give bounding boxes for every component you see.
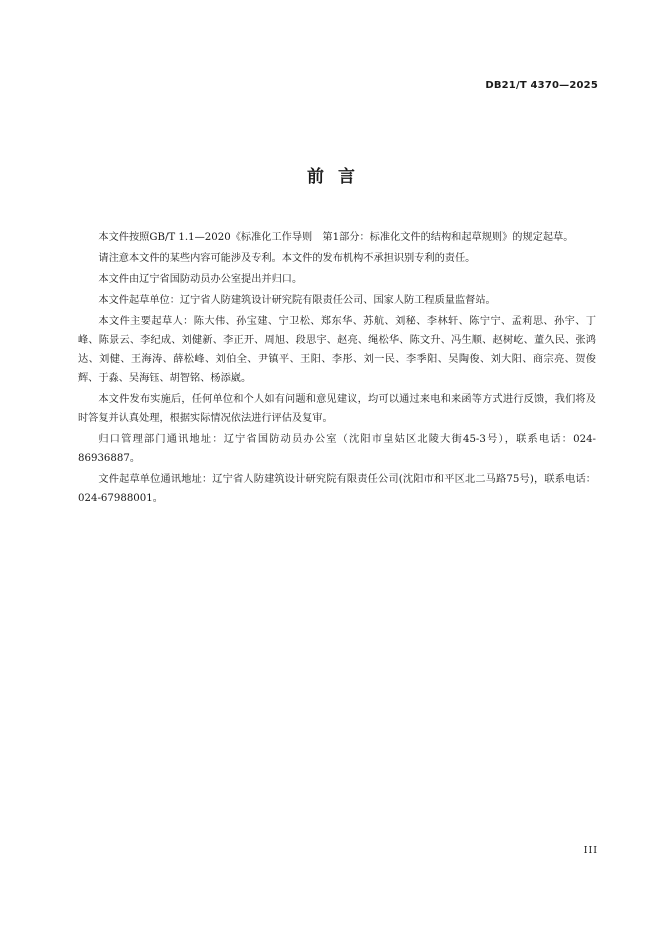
- foreword-body: [78, 228, 596, 510]
- paragraph-admin-address: 归口管理部门通讯地址：辽宁省国防动员办公室（沈阳市皇姑区北陵大街45-3号），联系电话：024-86936887。: [78, 434, 596, 464]
- paragraph-patent-notice: 请注意本文件的某些内容可能涉及专利。本文件的发布机构不承担识别专利的责任。: [98, 253, 476, 264]
- document-code: DB21/T 4370—2025: [485, 80, 598, 91]
- paragraph-drafter-address: 文件起草单位通讯地址：辽宁省人防建筑设计研究院有限责任公司(沈阳市和平区北二马路75号)，联系电话：024-67988001。: [78, 474, 596, 504]
- paragraph-feedback: 本文件发布实施后，任何单位和个人如有问题和意见建议，均可以通过来电和来函等方式进行反馈，我们将及时答复并认真处理，根据实际情况依法进行评估及复审。: [78, 394, 596, 424]
- paragraph-drafters: 本文件主要起草人：陈大伟、孙宝建、宁卫松、郑东华、苏航、刘秘、李林轩、陈宁宁、孟莉思、孙宇、丁峰、陈景云、李纪成、刘健新、李正开、周旭、段思宇、赵亮、绳松华、陈文升、冯生顺、赵树屹、董久民、张鸿达、刘健、王海涛、薛松峰、刘伯全、尹镇平、王阳、李彤、刘一民、李季阳、吴陶俊、刘大阳、商宗亮、贺俊辉、于淼、吴海钰、胡智铭、杨添崴。: [78, 316, 596, 384]
- page-title: 前言: [307, 167, 369, 187]
- paragraph-drafting-units: 本文件起草单位：辽宁省人防建筑设计研究院有限责任公司、国家人防工程质量监督站。: [98, 295, 496, 306]
- paragraph-proposer: 本文件由辽宁省国防动员办公室提出并归口。: [98, 274, 303, 285]
- paragraph-drafting-rules: 本文件按照GB/T 1.1—2020《标准化工作导则 第1部分：标准化文件的结构和起草规则》的规定起草。: [98, 232, 574, 243]
- page-number: III: [583, 845, 598, 856]
